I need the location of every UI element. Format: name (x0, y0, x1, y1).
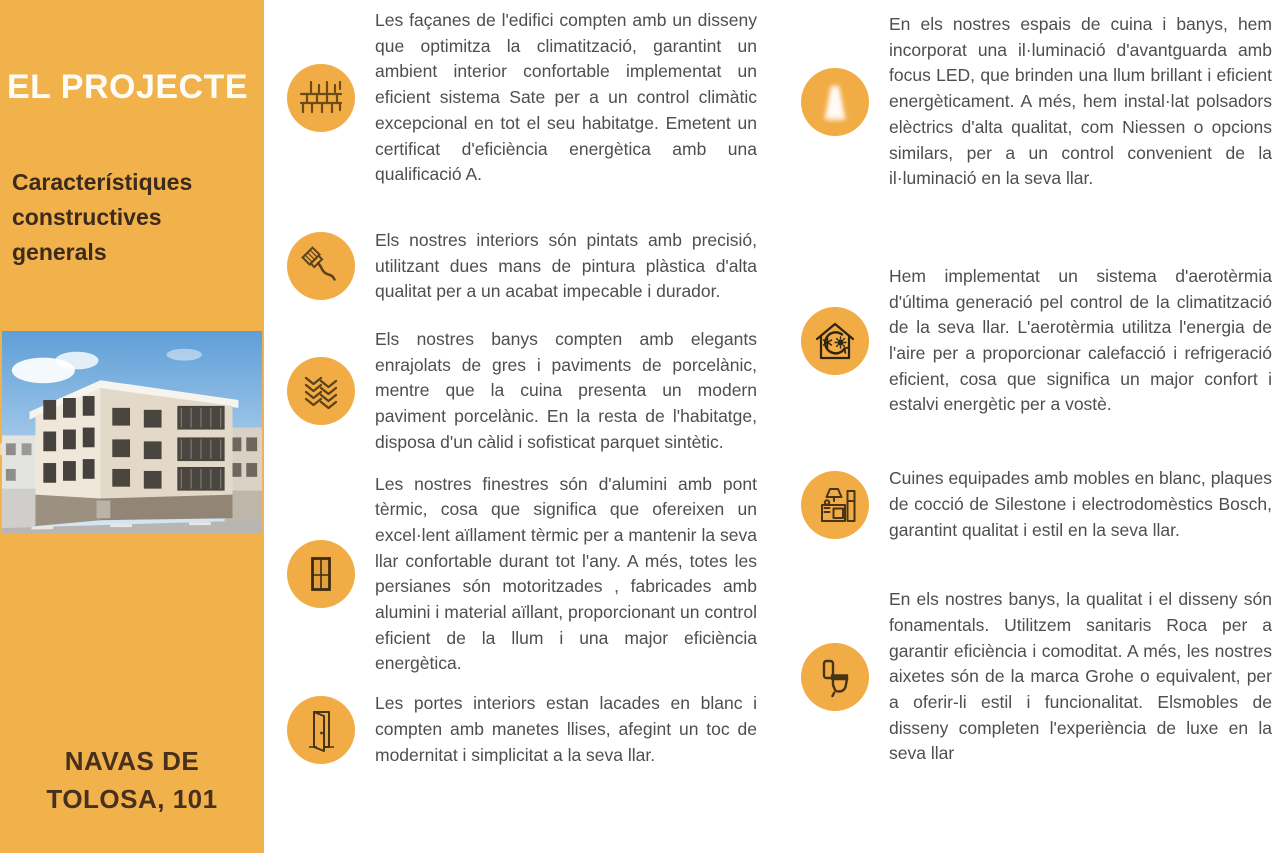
open-door-icon (287, 696, 355, 764)
brick-wall-icon (287, 64, 355, 132)
aerothermal-house-icon (801, 307, 869, 375)
feature-doors-text: Les portes interiors estan lacades en blanc i compten amb manetes llises, afegint un toc de modernitat i simplicitat a la seva llar. (375, 693, 757, 765)
feature-paint (285, 228, 757, 305)
feature-bathroom-text: En els nostres banys, la qualitat i el disseny són fonamentals. Utilitzem sanitaris Roca per a garantir eficiència i comoditat. A més, les nostres aixetes són de la marca Grohe o equivalent, per a oferir-li estil i funcionalitat. Elsmobles de disseny completen l'experiència de luxe en la seva llar (889, 589, 1272, 764)
sidebar (0, 0, 264, 853)
feature-lighting (799, 12, 1272, 192)
feature-windows (285, 472, 757, 678)
feature-facade (285, 8, 757, 188)
page-title: EL PROJECTE (7, 68, 249, 106)
herringbone-tiles-icon (287, 357, 355, 425)
right-feature-column (799, 0, 1272, 767)
feature-floors-text: Els nostres banys compten amb elegants enrajolats de gres i paviments de porcelànic, mentre que la cuina presenta un modern paviment porcelànic. En la resta de l'habitatge, disposa d'un càlid i sofisticat parquet sintètic. (375, 329, 757, 452)
feature-aerothermal (799, 264, 1272, 418)
paintbrush-icon (287, 232, 355, 300)
middle-feature-column (285, 0, 757, 768)
feature-facade-text: Les façanes de l'edifici compten amb un disseny que optimitza la climatització, garantint un ambient interior confortable implementat un eficient sistema Sate per a un control climàtic excepcional en tot el seu habitatge. Emetent un certificat d'eficiència energètica amb una qualificació A. (375, 10, 757, 185)
feature-lighting-text: En els nostres espais de cuina i banys, hem incorporat una il·luminació d'avantguarda amb focus LED, que brinden una llum brillant i eficient energèticament. A més, hem instal·lat polsadors elèctrics d'alta qualitat, com Niessen o opcions similars, per a un control convenient de la il·luminació en la seva llar. (889, 14, 1272, 189)
section-subtitle: Característiques constructives generals (12, 169, 193, 265)
kitchen-icon (801, 471, 869, 539)
building-photo (0, 331, 264, 533)
feature-aerothermal-text: Hem implementat un sistema d'aerotèrmia d'última generació pel control de la climatització de la seva llar. L'aerotèrmia utilitza l'energia de l'aire per a proporcionar calefacció i refrigeració eficient, cosa que significa un major confort i estalvi energètic per a vostè. (889, 265, 1272, 415)
address: NAVAS DE TOLOSA, 101 (46, 746, 218, 814)
window-icon (287, 540, 355, 608)
feature-floors (285, 327, 757, 456)
feature-kitchen (799, 466, 1272, 543)
feature-paint-text: Els nostres interiors són pintats amb precisió, utilitzant dues mans de pintura plàstica d'alta qualitat per a un acabat impecable i durador. (375, 229, 757, 302)
ceiling-light-icon (801, 68, 869, 136)
feature-windows-text: Les nostres finestres són d'alumini amb pont tèrmic, cosa que significa que ofereixen un excel·lent aïllament tèrmic per a mantenir la seva llar confortable durant tot l'any. A més, totes les persianes són motoritzades , fabricades amb alumini i material aïllant, proporcionant un control eficient de la llum i una major eficiència energètica. (375, 473, 757, 674)
feature-bathroom (799, 587, 1272, 767)
feature-kitchen-text: Cuines equipades amb mobles en blanc, plaques de cocció de Silestone i electrodomèstics Bosch, garantint qualitat i estil en la seva llar. (889, 468, 1272, 540)
toilet-icon (801, 643, 869, 711)
feature-doors (285, 691, 757, 768)
